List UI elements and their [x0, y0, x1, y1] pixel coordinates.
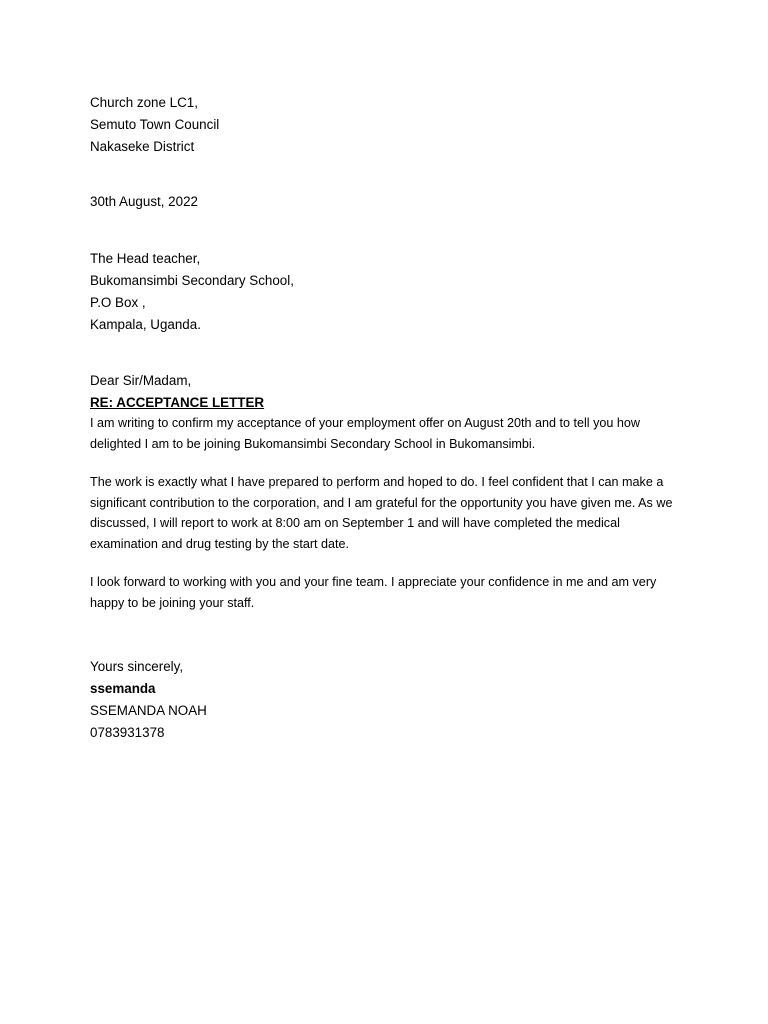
valediction: Yours sincerely, [90, 659, 184, 674]
salutation-block [90, 370, 690, 414]
sender-address [90, 92, 690, 158]
recipient-address-line: Kampala, Uganda. [90, 317, 201, 332]
subject-line: RE: ACCEPTANCE LETTER [90, 395, 265, 410]
body-paragraph-1: I am writing to confirm my acceptance of your employment offer on August 20th and to tell you how delighted I am to be joining Bukomansimbi Secondary School in Bukomansimbi. [90, 416, 640, 451]
body-paragraph-2: The work is exactly what I have prepared to perform and hoped to do. I feel confident that I can make a significant contribution to the corporation, and I am grateful for the opportunity you have given me. As we discussed, I will report to work at 8:00 am on September 1 and will have completed the medical examination and drug testing by the start date. [90, 475, 673, 551]
full-name: SSEMANDA NOAH [90, 703, 207, 718]
salutation: Dear Sir/Madam, [90, 373, 192, 388]
phone-number: 0783931378 [90, 725, 165, 740]
letter-date-block [90, 191, 690, 213]
recipient-address-line: The Head teacher, [90, 251, 201, 266]
recipient-address-line: P.O Box , [90, 295, 146, 310]
sender-address-line: Church zone LC1, [90, 95, 198, 110]
letter-date: 30th August, 2022 [90, 194, 198, 209]
recipient-address-line: Bukomansimbi Secondary School, [90, 273, 294, 288]
closing-block [90, 656, 690, 744]
recipient-address [90, 248, 690, 336]
sender-address-line: Semuto Town Council [90, 117, 220, 132]
body-paragraph-3: I look forward to working with you and your fine team. I appreciate your confidence in me and am very happy to be joining your staff. [90, 575, 657, 610]
signature: ssemanda [90, 681, 156, 696]
sender-address-line: Nakaseke District [90, 139, 195, 154]
